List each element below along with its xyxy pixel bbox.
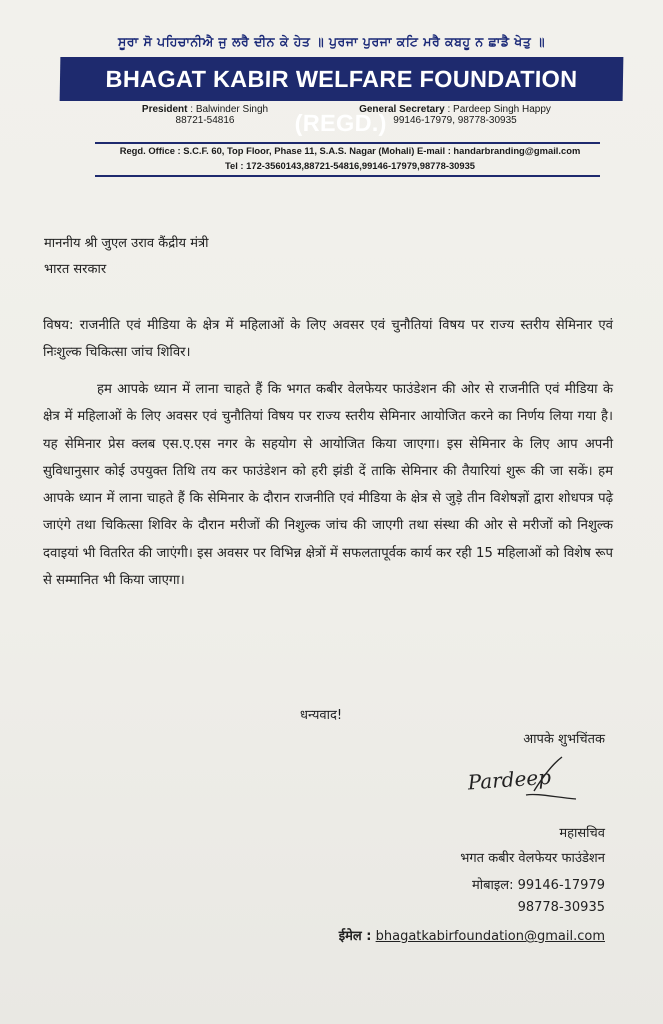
secretary-label: General Secretary xyxy=(359,104,445,115)
addressee-line-1: माननीय श्री जुएल उराव कैंद्रीय मंत्री xyxy=(44,236,209,251)
mobile-line-1 xyxy=(472,875,605,893)
secretary-phone: 99146-17979, 98778-30935 xyxy=(393,115,517,126)
signature-image xyxy=(464,755,584,803)
signature-text: Pardeep xyxy=(466,764,552,795)
secretary-block: General Secretary : Pardeep Singh Happy 99146-17979, 98778-30935 xyxy=(340,104,570,126)
president-label: President xyxy=(141,104,188,115)
addressee-line-2: भारत सरकार xyxy=(44,262,107,277)
president-block: President : Balwinder Singh 88721-54816 xyxy=(110,104,300,126)
body-paragraph: हम आपके ध्यान में लाना चाहते हैं कि भगत कबीर वेलफेयर फाउंडेशन की ओर से राजनीति एवं मीडिया के क्षेत्र में महिलाओं के लिए अवसर एवं चुनौतियां विषय पर राज्य स्तरीय सेमिनार आयोजित करने का निर्णय लिया गया है। यह सेमिनार प्रेस क्लब एस.ए.एस नगर के सहयोग से आयोजित किया जाएगा। इस सेमिनार के लिए आप अपनी सुविधानुसार कोई उपयुक्त तिथि तय कर फाउंडेशन को हरी झंडी दें ताकि सेमिनार की तैयारियां शुरू की जा सकें। हम आपके ध्यान में लाना चाहते हैं कि सेमिनार के दौरान राजनीति एवं मीडिया के क्षेत्र से जुड़े तीन विशेषज्ञों द्वारा शोधपत्र पढ़े जाएंगे तथा चिकित्सा शिविर के दौरान मरीजों की निशुल्क जांच की जाएगी तथा संस्था की ओर से मरीजों को निशुल्क दवाइयां भी वितरित की जाएंगी। इस अवसर पर विभिन्न क्षेत्रों में सफलतापूर्वक कार्य कर रही 15 महिलाओं को विशेष रूप से सम्मानित भी किया जाएगा। xyxy=(43,382,613,589)
president-phone: 88721-54816 xyxy=(175,115,235,126)
well-wisher-text: आपके शुभचिंतक xyxy=(523,732,605,747)
letterhead-divider-top xyxy=(95,142,600,144)
registered-office: Regd. Office : S.C.F. 60, Top Floor, Phase 11, S.A.S. Nagar (Mohali) E-mail : handarbranding@gmail.com xyxy=(119,145,581,156)
secretary-name: Pardeep Singh Happy xyxy=(453,104,551,115)
email-label: ईमेल : xyxy=(338,929,372,944)
signatory-organization: भगत कबीर वेलफेयर फाउंडेशन xyxy=(460,851,605,866)
organization-banner: BHAGAT KABIR WELFARE FOUNDATION (REGD.) xyxy=(60,57,624,101)
letterhead-divider-bottom xyxy=(95,175,600,177)
mobile-number-1: 99146-17979 xyxy=(517,878,605,893)
president-name: Balwinder Singh xyxy=(195,104,269,115)
mobile-number-2: 98778-30935 xyxy=(517,900,605,915)
telephone-line: Tel : 172-3560143,88721-54816,99146-17979,98778-30935 xyxy=(224,160,476,171)
designation-text: महासचिव xyxy=(559,826,605,841)
mobile-label: मोबाइल: xyxy=(471,878,514,893)
gurbani-motto: ਸੂਰਾ ਸੋ ਪਹਿਚਾਨੀਐ ਜੁ ਲਰੈ ਦੀਨ ਕੇ ਹੇਤ ॥ ਪੁਰਜਾ ਪੁਰਜਾ ਕਟਿ ਮਰੈ ਕਬਹੂ ਨ ਛਾਡੈ ਖੇਤੁ ॥ xyxy=(117,34,546,49)
subject-line: विषय: राजनीति एवं मीडिया के क्षेत्र में महिलाओं के लिए अवसर एवं चुनौतियां विषय पर राज्य स्तरीय सेमिनार एवं निःशुल्क चिकित्सा जांच शिविर। xyxy=(43,318,613,361)
email-address[interactable]: bhagatkabirfoundation@gmail.com xyxy=(375,929,605,944)
email-line xyxy=(339,926,605,944)
thanks-text: धन्यवाद! xyxy=(300,708,343,723)
